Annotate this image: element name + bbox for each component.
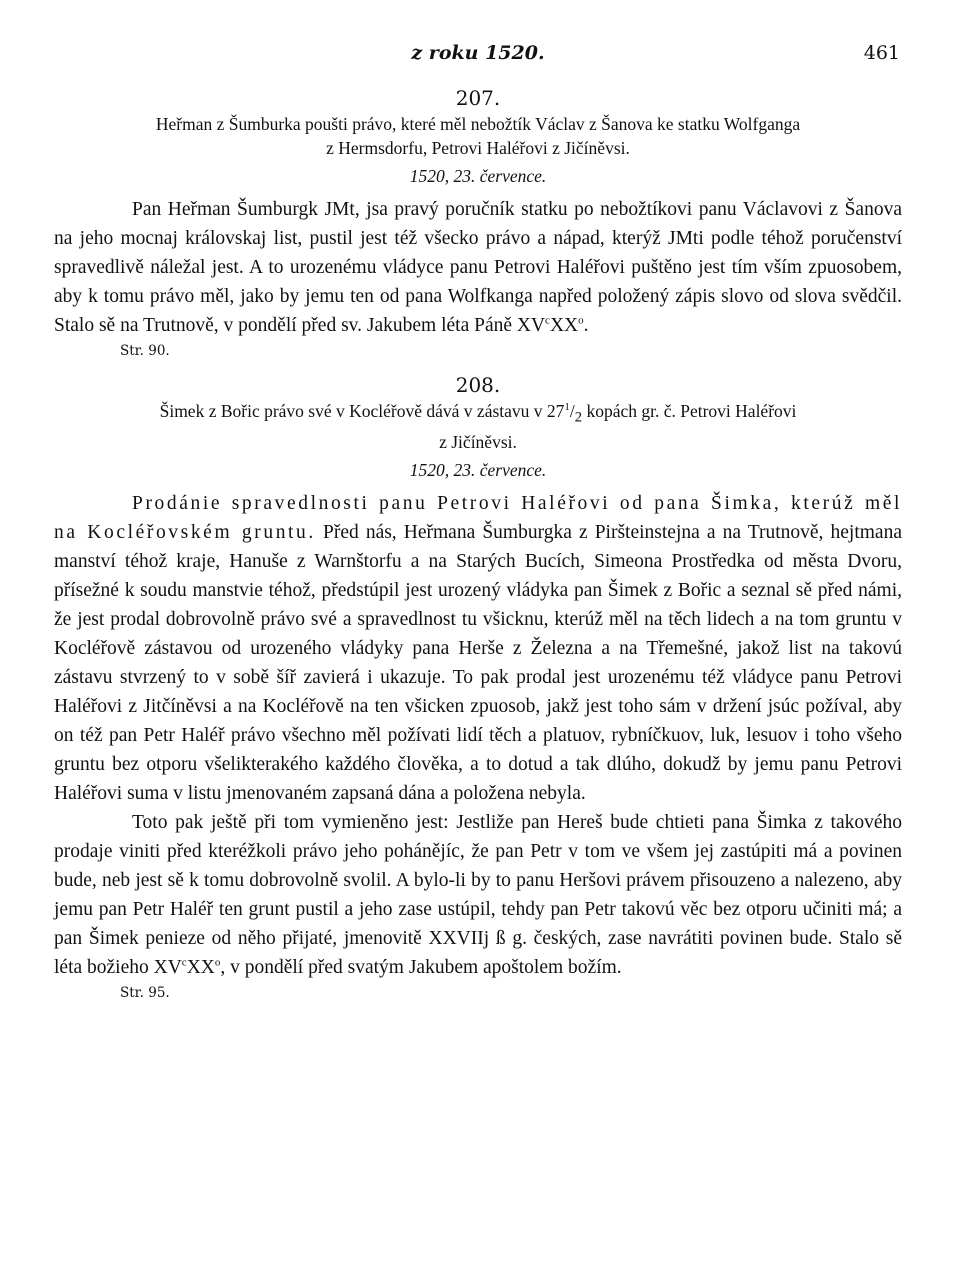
body-text: XX [186, 956, 215, 978]
page-number: 461 [863, 42, 900, 64]
fraction-slash: / [569, 401, 575, 421]
summary-line: Šimek z Bořic právo své v Kocléřově dává v zástavu v 27 [159, 401, 565, 421]
superscript: c [545, 314, 550, 327]
document-summary [54, 399, 902, 454]
document-body [54, 195, 902, 340]
body-text: Pan Heřman Šumburgk JMt, jsa pravý poručník statku po nebožtíkovi panu Václavovi z Šanova na jeho mocnaj královskaj list, pustil jest též všecko právo a nápad, kterýž JMti podle téhož poručenství spravedlivě náležal jest. A to urozenému vládyce panu Petrovi Haléřovi puštěno jest tím vším zpuosobem, aby k tomu právo měl, jako by jemu ten od pana Wolfkanga napřed položený zápis slovo od slova svědčil. Stalo sě na Trutnově, v pondělí před sv. Jakubem léta Páně XV [54, 199, 902, 336]
body-text: g. českých, zase navrátiti povinen bude. Stalo sě léta božieho XV [54, 927, 903, 978]
document-page [54, 38, 902, 1001]
body-text: , v pondělí před svatým Jakubem apoštolem božím. [220, 956, 622, 978]
document-208 [54, 373, 902, 1001]
document-date: 1520, 23. července. [409, 459, 547, 480]
document-number: 208. [455, 373, 501, 397]
document-body [54, 808, 902, 982]
superscript: o [578, 314, 584, 327]
source-reference: Str. 95. [120, 984, 170, 1001]
body-text: Před nás, Heřmana Šumburgka z Piršteinstejna a na Trutnově, hejtmana manství téhož kraje, Hanuše z Warnštorfu a na Starých Bucích, Simeona Prostředka od města Dvoru, přísežné k soudu manstvie téhož, předstúpil jest urozený vládyka pan Šimek z Bořic a seznal sě před námi, že jest prodal dobrovolně právo své a spravedlnost tu všicknu, kterúž měl na těch lidech a na tom gruntu v Kocléřově zástavou od urozeného vládyky pana Herše z Železna a na Třemešné, jakož list na takovú zástavu stvrzený to v sobě šíř zavierá i ukazuje. To pak prodal jest urozenému též vládyce panu Petrovi Haléřovi z Jitčíněvsi a na Kocléřově na ten všicken zpuosob, jakž jest toho sám v držení jsúc požíval, aby on též pan Petr Haléř právo všechno měl požívati lidí těch a platuov, rybníčkuov, luk, lesuov i toho všeho gruntu bez otporu všelikterakého každého člověka, a to dotud a tak dlúho, dokudž by jemu panu Petrovi Haléřovi suma v listu jmenovaném zapsaná dána a položena nebyla. [54, 521, 902, 804]
document-number: 207. [455, 86, 501, 110]
body-text: . [583, 315, 589, 336]
document-date: 1520, 23. července. [409, 166, 547, 186]
subscript: 2 [574, 409, 583, 426]
running-title: z roku 1520. [411, 42, 545, 64]
summary-line: z Jičíněvsi. [439, 431, 517, 452]
document-207 [54, 86, 902, 359]
body-text: XX [549, 315, 579, 336]
summary-line: z Hermsdorfu, Petrovi Haléřovi z Jičíněvsi. [326, 138, 630, 158]
running-head [54, 38, 902, 72]
document-summary [54, 112, 902, 160]
superscript: o [214, 956, 221, 968]
source-reference: Str. 90. [120, 343, 170, 359]
spaced-heading: Prodánie spravedlnosti panu Petrovi Haléřovi od pana Šimka, kterúž měl na Kocléřovském gruntu. [54, 492, 902, 543]
document-body [54, 489, 902, 808]
body-text: Toto pak ještě při tom vymieněno jest: Jestliže pan Hereš bude chtieti pana Šimka z takového prodaje viniti před kteréžkoli právo jeho pohánějíc, že pan Petr v tom ve všem jej zastúpiti má a povinen bude, neb jest sě k tomu dobrovolně svolil. A bylo-li by to panu Heršovi právem přisouzeno a nalezeno, aby jemu pan Petr Haléř ten grunt pustil a jeho zase ustúpil, tehdy pan Petr takovú věc bez otporu učiniti má; a pan Šimek penieze od něho přijaté, jmenovitě XXVIIj ß [54, 811, 902, 949]
summary-line: Heřman z Šumburka poušti právo, které měl nebožtík Václav z Šanova ke statku Wolfganga [155, 114, 801, 134]
superscript: 1 [564, 401, 570, 414]
summary-line: kopách gr. č. Petrovi Haléřovi [582, 401, 797, 421]
superscript: c [181, 956, 187, 968]
